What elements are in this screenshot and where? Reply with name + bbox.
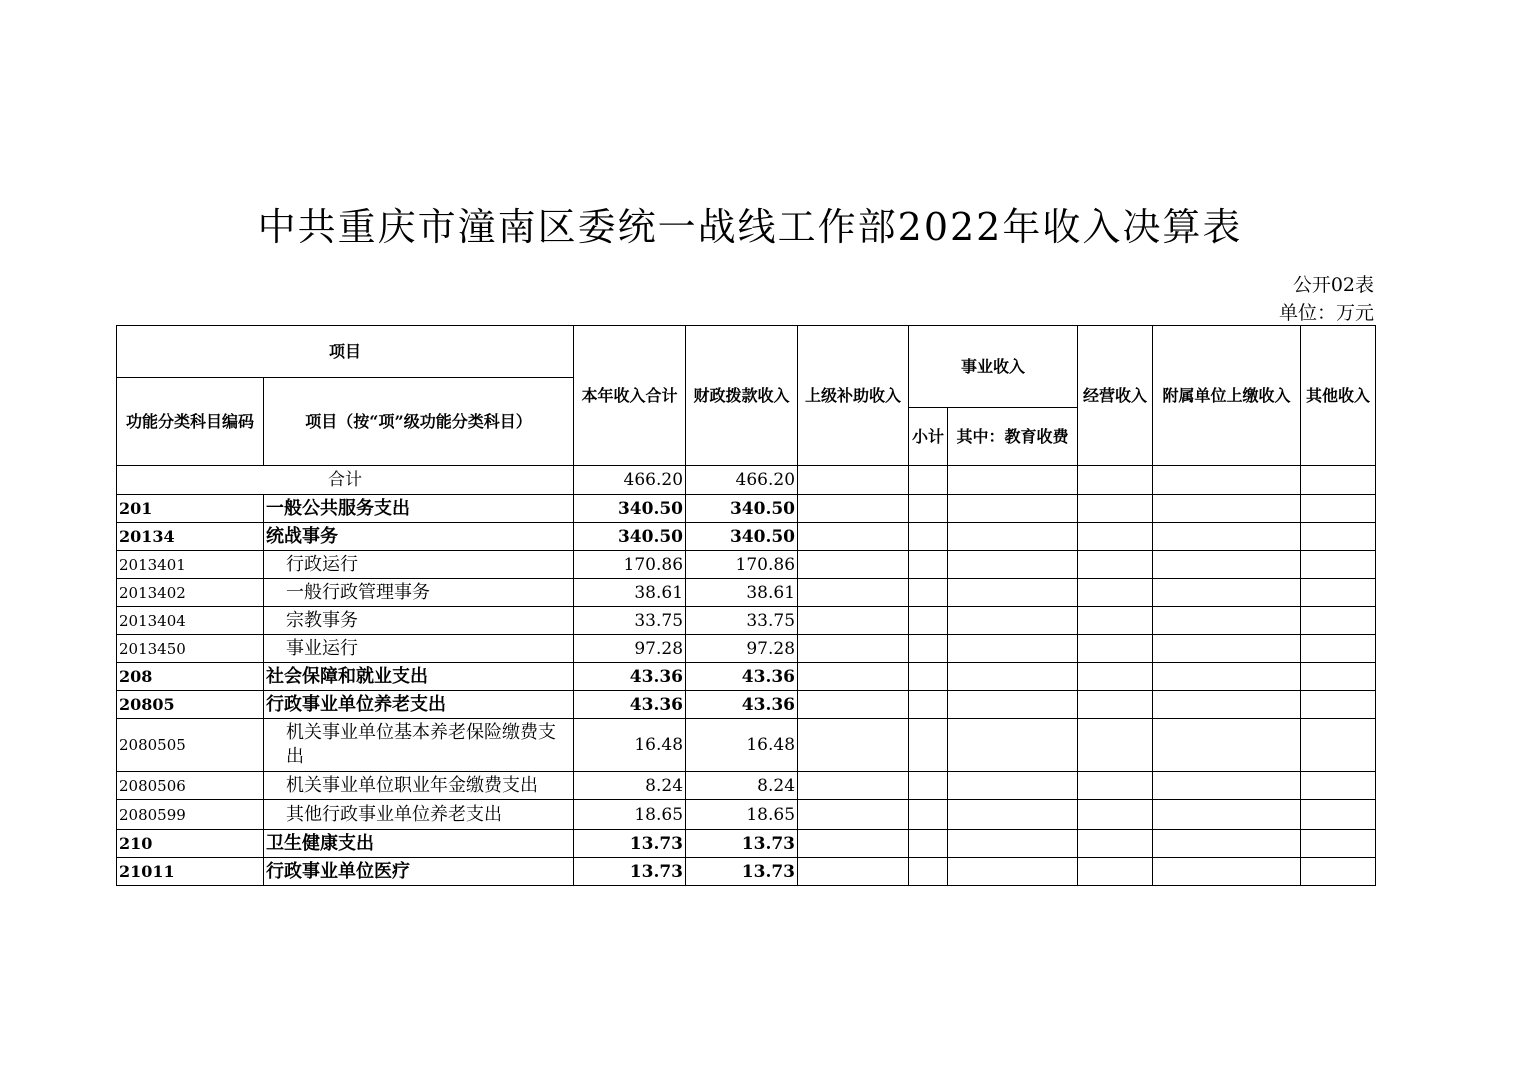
table-row: [117, 858, 1376, 886]
empty-cell: [1078, 607, 1153, 635]
unit-label: 单位：万元: [1278, 302, 1374, 324]
empty-cell: [1078, 579, 1153, 607]
total-label: 合计: [117, 466, 574, 495]
row-total: 33.75: [574, 607, 686, 635]
row-code: 20134: [117, 523, 264, 551]
row-name: 社会保障和就业支出: [264, 663, 574, 691]
row-total: 340.50: [574, 523, 686, 551]
row-fiscal: 43.36: [686, 663, 798, 691]
row-name: 卫生健康支出: [264, 830, 574, 858]
row-code: 210: [117, 830, 264, 858]
empty-cell: [1153, 830, 1301, 858]
row-code: 2013450: [117, 635, 264, 663]
empty-cell: [909, 663, 948, 691]
empty-cell: [948, 691, 1078, 719]
empty-cell: [798, 635, 909, 663]
empty-cell: [1153, 772, 1301, 800]
header-code: 功能分类科目编码: [117, 378, 264, 466]
table-row: [117, 607, 1376, 635]
empty-cell: [909, 800, 948, 830]
row-total: 13.73: [574, 830, 686, 858]
row-name: 事业运行: [264, 635, 574, 663]
row-code: 2013401: [117, 551, 264, 579]
row-fiscal: 340.50: [686, 523, 798, 551]
empty-cell: [1078, 830, 1153, 858]
empty-cell: [909, 523, 948, 551]
row-fiscal: 8.24: [686, 772, 798, 800]
empty-cell: [1301, 800, 1376, 830]
empty-cell: [1301, 663, 1376, 691]
row-total: 8.24: [574, 772, 686, 800]
empty-cell: [1078, 551, 1153, 579]
empty-cell: [1301, 635, 1376, 663]
header-fiscal: 财政拨款收入: [686, 326, 798, 466]
empty-cell: [1153, 635, 1301, 663]
total-row: [117, 466, 1376, 495]
row-code: 201: [117, 495, 264, 523]
empty-cell: [1078, 858, 1153, 886]
row-name: 行政事业单位医疗: [264, 858, 574, 886]
row-fiscal: 340.50: [686, 495, 798, 523]
empty-cell: [948, 495, 1078, 523]
header-edu: 其中：教育收费: [948, 408, 1078, 466]
empty-cell: [798, 772, 909, 800]
empty-cell: [1153, 551, 1301, 579]
empty-cell: [1301, 466, 1376, 495]
empty-cell: [798, 523, 909, 551]
empty-cell: [1301, 830, 1376, 858]
row-fiscal: 13.73: [686, 858, 798, 886]
row-fiscal: 38.61: [686, 579, 798, 607]
row-total: 43.36: [574, 691, 686, 719]
row-fiscal: 170.86: [686, 551, 798, 579]
header-item: 项目（按“项”级功能分类科目）: [264, 378, 574, 466]
table-row: [117, 523, 1376, 551]
empty-cell: [1153, 523, 1301, 551]
empty-cell: [1078, 635, 1153, 663]
empty-cell: [1153, 800, 1301, 830]
table-row: [117, 663, 1376, 691]
empty-cell: [948, 579, 1078, 607]
row-code: 21011: [117, 858, 264, 886]
header-other: 其他收入: [1301, 326, 1376, 466]
empty-cell: [1078, 466, 1153, 495]
empty-cell: [1078, 663, 1153, 691]
table-row: [117, 691, 1376, 719]
table-row: [117, 635, 1376, 663]
empty-cell: [798, 466, 909, 495]
empty-cell: [1078, 691, 1153, 719]
row-fiscal: 13.73: [686, 830, 798, 858]
row-fiscal: 33.75: [686, 607, 798, 635]
row-name: 行政运行: [264, 551, 574, 579]
empty-cell: [948, 663, 1078, 691]
row-total: 13.73: [574, 858, 686, 886]
row-name: 一般公共服务支出: [264, 495, 574, 523]
row-total: 38.61: [574, 579, 686, 607]
empty-cell: [798, 607, 909, 635]
header-project: 项目: [117, 326, 574, 378]
empty-cell: [1078, 495, 1153, 523]
row-code: 208: [117, 663, 264, 691]
empty-cell: [1301, 691, 1376, 719]
table-header: [117, 326, 1376, 466]
empty-cell: [1078, 523, 1153, 551]
header-subtotal: 小计: [909, 408, 948, 466]
empty-cell: [1153, 579, 1301, 607]
empty-cell: [1153, 691, 1301, 719]
row-name: 机关事业单位基本养老保险缴费支出: [264, 719, 574, 772]
empty-cell: [948, 551, 1078, 579]
empty-cell: [909, 551, 948, 579]
row-code: 2013402: [117, 579, 264, 607]
total-fiscal: 466.20: [686, 466, 798, 495]
page-crop: [110, 892, 1385, 912]
row-code: 2013404: [117, 607, 264, 635]
table-row: [117, 772, 1376, 800]
document-title: 中共重庆市潼南区委统一战线工作部2022年收入决算表: [257, 205, 1243, 249]
row-total: 43.36: [574, 663, 686, 691]
total-total: 466.20: [574, 466, 686, 495]
empty-cell: [798, 579, 909, 607]
empty-cell: [1078, 719, 1153, 772]
empty-cell: [798, 830, 909, 858]
row-code: 2080506: [117, 772, 264, 800]
empty-cell: [798, 663, 909, 691]
empty-cell: [948, 466, 1078, 495]
empty-cell: [909, 719, 948, 772]
empty-cell: [948, 772, 1078, 800]
empty-cell: [1153, 663, 1301, 691]
empty-cell: [948, 523, 1078, 551]
empty-cell: [948, 607, 1078, 635]
empty-cell: [1301, 607, 1376, 635]
header-operating: 经营收入: [1078, 326, 1153, 466]
table-row: [117, 495, 1376, 523]
empty-cell: [909, 495, 948, 523]
row-name: 机关事业单位职业年金缴费支出: [264, 772, 574, 800]
empty-cell: [909, 607, 948, 635]
empty-cell: [909, 772, 948, 800]
row-code: 2080505: [117, 719, 264, 772]
empty-cell: [1301, 551, 1376, 579]
header-business: 事业收入: [909, 326, 1078, 408]
empty-cell: [909, 579, 948, 607]
empty-cell: [1301, 719, 1376, 772]
empty-cell: [948, 858, 1078, 886]
row-fiscal: 16.48: [686, 719, 798, 772]
row-total: 97.28: [574, 635, 686, 663]
empty-cell: [909, 635, 948, 663]
row-fiscal: 43.36: [686, 691, 798, 719]
empty-cell: [798, 858, 909, 886]
empty-cell: [909, 691, 948, 719]
table-row: [117, 830, 1376, 858]
empty-cell: [1153, 719, 1301, 772]
empty-cell: [948, 800, 1078, 830]
row-code: 20805: [117, 691, 264, 719]
table-row: [117, 719, 1376, 772]
table-row: [117, 800, 1376, 830]
form-code: 公开02表: [1292, 274, 1374, 296]
empty-cell: [948, 719, 1078, 772]
empty-cell: [909, 830, 948, 858]
row-name: 宗教事务: [264, 607, 574, 635]
empty-cell: [798, 495, 909, 523]
income-table: [116, 325, 1376, 886]
row-fiscal: 97.28: [686, 635, 798, 663]
empty-cell: [948, 830, 1078, 858]
row-total: 170.86: [574, 551, 686, 579]
table-row: [117, 551, 1376, 579]
empty-cell: [909, 858, 948, 886]
empty-cell: [909, 466, 948, 495]
row-fiscal: 18.65: [686, 800, 798, 830]
empty-cell: [1078, 772, 1153, 800]
empty-cell: [1153, 858, 1301, 886]
row-name: 行政事业单位养老支出: [264, 691, 574, 719]
row-code: 2080599: [117, 800, 264, 830]
empty-cell: [798, 551, 909, 579]
row-total: 340.50: [574, 495, 686, 523]
empty-cell: [1078, 800, 1153, 830]
empty-cell: [1153, 466, 1301, 495]
empty-cell: [798, 719, 909, 772]
empty-cell: [1153, 495, 1301, 523]
table-body: [117, 466, 1376, 886]
empty-cell: [798, 691, 909, 719]
empty-cell: [1153, 607, 1301, 635]
table-row: [117, 579, 1376, 607]
row-name: 其他行政事业单位养老支出: [264, 800, 574, 830]
empty-cell: [1301, 579, 1376, 607]
row-name: 统战事务: [264, 523, 574, 551]
row-name: 一般行政管理事务: [264, 579, 574, 607]
empty-cell: [1301, 495, 1376, 523]
empty-cell: [1301, 772, 1376, 800]
header-superior: 上级补助收入: [798, 326, 909, 466]
row-total: 18.65: [574, 800, 686, 830]
header-total: 本年收入合计: [574, 326, 686, 466]
empty-cell: [1301, 523, 1376, 551]
row-total: 16.48: [574, 719, 686, 772]
header-affiliate: 附属单位上缴收入: [1153, 326, 1301, 466]
empty-cell: [948, 635, 1078, 663]
empty-cell: [798, 800, 909, 830]
empty-cell: [1301, 858, 1376, 886]
